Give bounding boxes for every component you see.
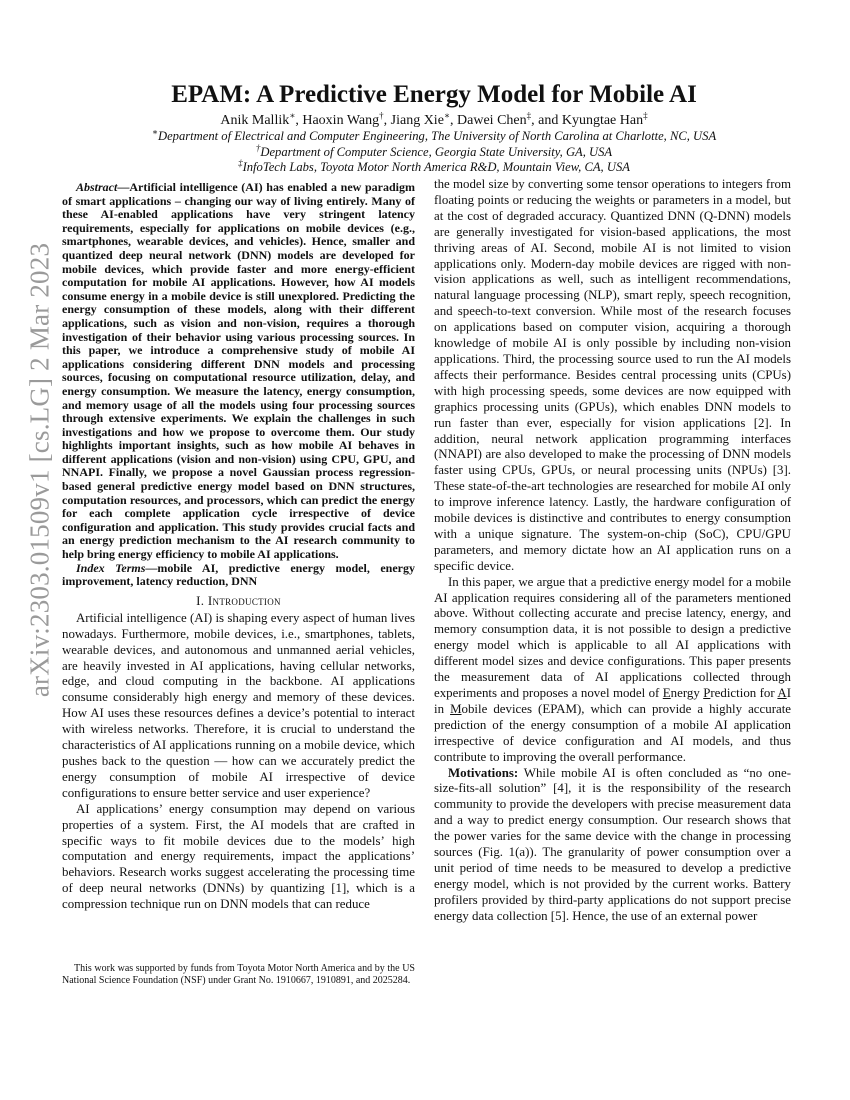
author: Haoxin Wang†, [302,110,391,128]
affiliation: ∗Department of Electrical and Computer Engineering, The University of North Carolina at Charlotte, NC, USA [151,126,717,143]
epam-acronym: Energy Prediction for AI in Mobile devices [434,686,791,716]
section-number: I. [196,592,205,608]
motivations-paragraph: Motivations: While mobile AI is often concluded as “no one-size-fits-all solution” [4], it is the responsibility of the research community to provide the developers with precise measurement data and a way to predict energy consumption. Our research shows that the power varies for the same device with the change in processing sources (Fig. 1(a)). The granularity of power consumption over a unit period of time needs to be measured to develop a predictive energy model, which is not provided by the current works. Battery profilers provided by third-party applications do not support precise energy data collection [5]. Hence, the use of an external power [434,765,791,923]
section-heading [62,592,415,609]
index-terms-text: —mobile AI, predictive energy model, energy improvement, latency reduction, DNN [62,560,415,589]
abstract [62,181,415,562]
affiliation: †Department of Computer Science, Georgia State University, GA, USA [255,142,613,159]
footnote: This work was supported by funds from Toyota Motor North America and by the US National Science Foundation (NSF) under Grant No. 1910667, 1910891, and 2025284. [62,963,415,986]
index-terms-label: Index Terms [76,560,146,575]
arxiv-side-stamp [20,0,60,1100]
left-column [62,181,415,913]
body-paragraph: In this paper, we argue that a predictive energy model for a mobile AI application requires considering all of the parameters mentioned above. Without collecting accurate and precise latency, energy, and memory consumption data, it is not possible to design a predictive energy model which is applicable to all AI applications with different model sizes and device configurations. This paper presents the measurement data of AI applications collected through experiments and proposes a novel model of Energy Prediction for AI in Mobile devices (EPAM), which can provide a highly accurate prediction of the energy consumption of a mobile AI application irrespective of device configuration and AI models, and thus contribute to improving the overall performance. [434,574,792,764]
author-list [76,112,792,129]
body-paragraph: the model size by converting some tensor operations to integers from floating points or reducing the weights or parameters in a model, but at the cost of degraded accuracy. Quantized DNN (Q-DNN) models are generally investigated for vision-based applications, the most thriving areas of AI. Second, mobile AI is not limited to vision applications only. Modern-day mobile devices are rigged with non-vision applications as well, such as intelligent recommendations, natural language processing (NLP), smart reply, speech recognition, and speech-to-text conversion. While most of the research focuses on applications based on computer vision, acquiring a thorough knowledge of mobile AI is only possible by including non-vision applications. Third, the processing source used to run the AI models affects their performance. Besides central processing units (CPUs) with high processing speeds, some devices are now equipped with graphics processing units (GPUs), which enables DNN models to run faster than ever, especially for vision applications [2]. In addition, neural network application programming interfaces (NNAPI) are also developed to make the processing of DNN models faster using CPUs, GPUs, or neural processing units (NPUs) [3]. These state-of-the-art technologies are researched for mobile AI only to improve inference latency. Lastly, the hardware configuration of mobile devices is distinctive and contributes to energy consumption with a unique signature. The system-on-chip (SoC), CPU/GPU parameters, and memory dictate how an AI application runs on a specific device. [434,177,791,573]
author: Jiang Xie∗, [390,110,458,128]
paper-title: EPAM: A Predictive Energy Model for Mobile AI [171,81,697,108]
author: Kyungtae Han‡ [561,110,648,128]
paper-header [76,80,792,176]
right-column [434,177,791,925]
abstract-text: —Artificial intelligence (AI) has enabled a new paradigm of smart applications – changing our way of living entirely. Many of these AI-enabled applications have very stringent latency requirements, especially for applications on mobile devices (e.g., smartphones, wearable devices, and vehicles). Hence, smaller and quantized deep neural network (DNN) models are developed for mobile devices, which provide faster and more energy-efficient computation for mobile AI applications. However, how AI models consume energy in a mobile device is still unexplored. Predicting the energy consumption of these models, along with their different applications, such as vision and non-vision, requires a thorough investigation of their behavior using various processing sources. In this paper, we introduce a comprehensive study of mobile AI applications considering different DNN models and processing sources, focusing on computational resource utilization, delay, and energy consumption. We measure the latency, energy consumption, and memory usage of all the models using four processing sources through extensive experiments. We explain the challenges in such investigations and how we propose to overcome them. Our study highlights important insights, such as how mobile AI behaves in different applications (vision and non-vision) using CPU, GPU, and NNAPI. Finally, we propose a novel Gaussian process regression-based general predictive energy model based on DNN structures, computation resources, and processors, which can predict the energy for each complete application cycle irrespective of device configuration and application. This study provides crucial facts and an energy prediction mechanism to the AI research community to help bring energy efficiency to mobile AI applications. [62,180,415,562]
index-terms [62,562,415,589]
arxiv-identifier: arXiv:2303.01509v1 [cs.LG] 2 Mar 2023 [24,242,55,698]
author: Anik Mallik∗, [220,110,303,128]
affiliation: ‡InfoTech Labs, Toyota Motor North America R&D, Mountain View, CA, USA [238,157,630,174]
body-paragraph: AI applications’ energy consumption may depend on various properties of a system. First, the AI models that are crafted in specific ways to fit mobile devices due to the models’ high computation and energy requirements, impact the applications’ behaviors. Research works suggest accelerating the processing time of deep neural networks (DNNs) by quantizing [1], which is a compression technique run on DNN models that can reduce [62,801,415,912]
body-paragraph: Artificial intelligence (AI) is shaping every aspect of human lives nowadays. Furthermore, mobile devices, i.e., smartphones, tablets, wearable devices, and autonomous and unmanned aerial vehicles, are heavily invested in AI applications, having cellular networks, edge, and cloud computing in the backbone. AI applications consume considerably high energy and memory of these devices. How AI uses these resources defines a device’s potential to interact with wireless networks. Therefore, it is crucial to understand the characteristics of AI applications running on a mobile device, which pushes back to the question — how can we accurately predict the energy consumption of mobile AI irrespective of device configurations to ensure better service and user experience? [62,610,415,800]
author: Dawei Chen‡, and [457,110,562,128]
section-title: Introduction [207,592,281,608]
motivations-label: Motivations: [448,765,519,780]
abstract-label: Abstract [76,180,118,194]
